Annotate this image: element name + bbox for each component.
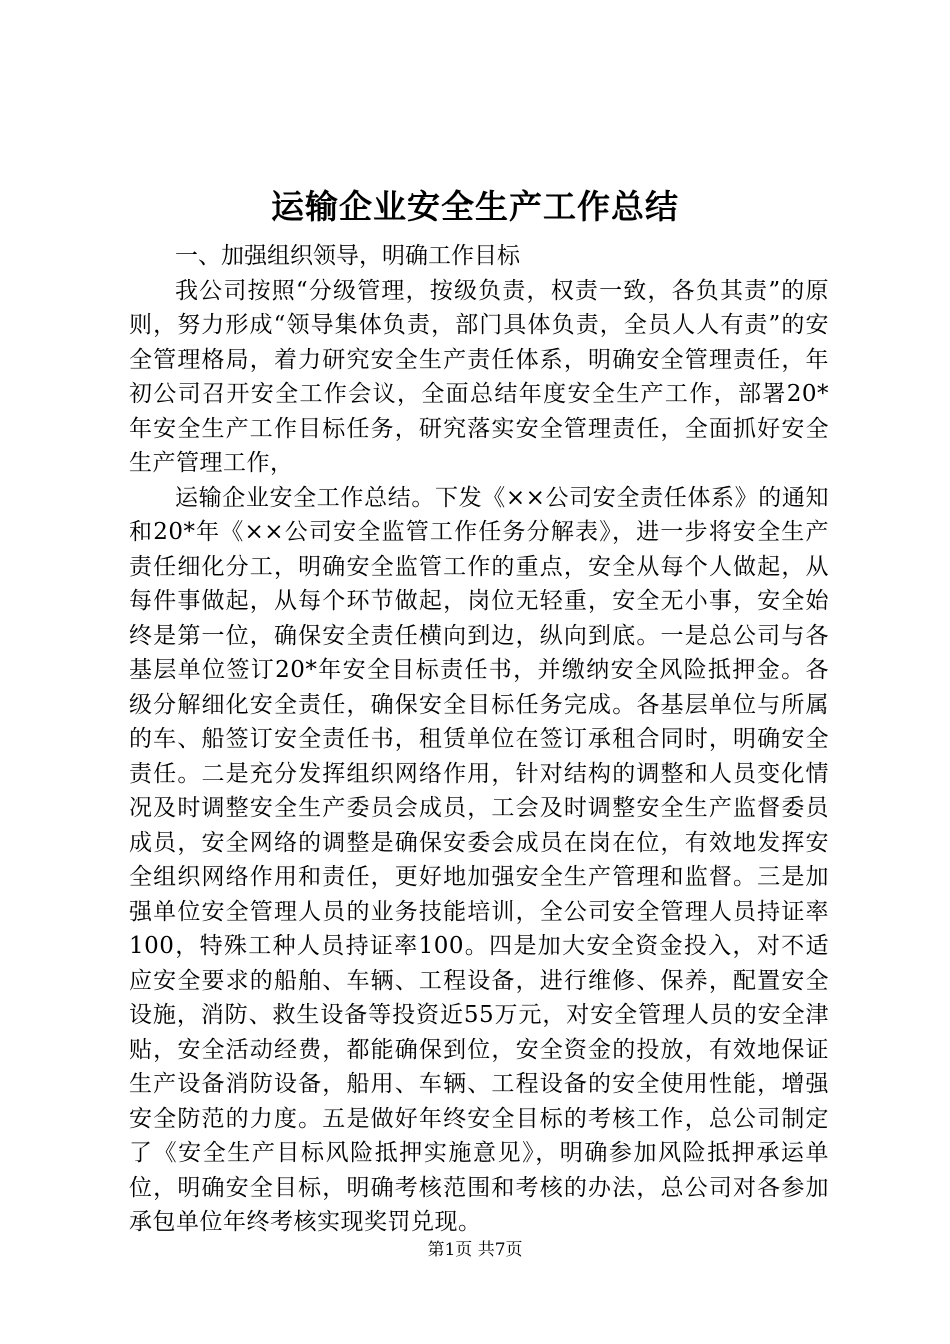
document-body: [129, 239, 829, 1240]
paragraph: 运输企业安全工作总结。下发《××公司安全责任体系》的通知和20*年《××公司安全监管工作任务分解表》，进一步将安全生产责任细化分工，明确安全监管工作的重点，安全从每个人做起，从每件事做起，从每个环节做起，岗位无轻重，安全无小事，安全始终是第一位，确保安全责任横向到边，纵向到底。一是总公司与各基层单位签订20*年安全目标责任书，并缴纳安全风险抵押金。各级分解细化安全责任，确保安全目标任务完成。各基层单位与所属的车、船签订安全责任书，租赁单位在签订承租合同时，明确安全责任。二是充分发挥组织网络作用，针对结构的调整和人员变化情况及时调整安全生产委员会成员，工会及时调整安全生产监督委员成员，安全网络的调整是确保安委会成员在岗在位，有效地发挥安全组织网络作用和责任，更好地加强安全生产管理和监督。三是加强单位安全管理人员的业务技能培训，全公司安全管理人员持证率100，特殊工种人员持证率100。四是加大安全资金投入，对不适应安全要求的船舶、车辆、工程设备，进行维修、保养，配置安全设施，消防、救生设备等投资近55万元，对安全管理人员的安全津贴，安全活动经费，都能确保到位，安全资金的投放，有效地保证生产设备消防设备，船用、车辆、工程设备的安全使用性能，增强安全防范的力度。五是做好年终安全目标的考核工作，总公司制定了《安全生产目标风险抵押实施意见》，明确参加风险抵押承运单位，明确安全目标，明确考核范围和考核的办法，总公司对各参加承包单位年终考核实现奖罚兑现。: [129, 484, 829, 1235]
document-title: 运输企业安全生产工作总结: [271, 187, 679, 226]
paragraph: 我公司按照“分级管理，按级负责，权责一致，各负其责”的原则，努力形成“领导集体负责，部门具体负责，全员人人有责”的安全管理格局，着力研究安全生产责任体系，明确安全管理责任，年初公司召开安全工作会议，全面总结年度安全生产工作，部署20*年安全生产工作目标任务，研究落实安全管理责任，全面抓好安全生产管理工作，: [129, 277, 829, 476]
page-footer: 第1页 共7页: [427, 1240, 523, 1260]
section-heading: 一、加强组织领导，明确工作目标: [175, 243, 520, 269]
